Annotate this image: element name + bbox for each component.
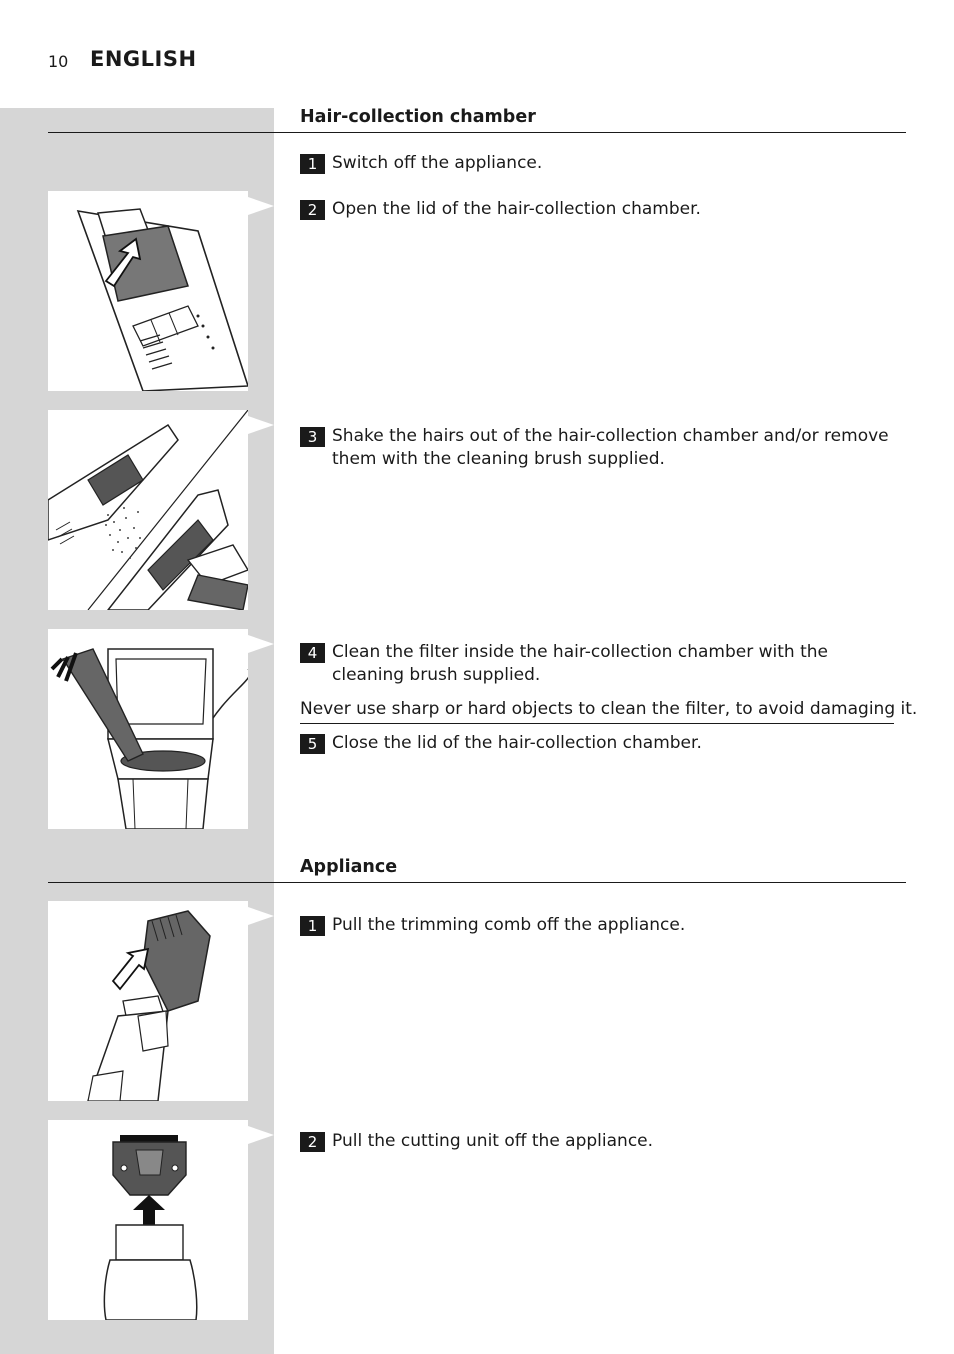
step-switch-off — [300, 152, 900, 175]
illustration-clean-filter — [48, 629, 248, 829]
callout-pointer — [248, 635, 274, 653]
illustration-pull-cutting-unit — [48, 1120, 248, 1320]
section-title-appliance: Appliance — [300, 857, 398, 877]
step-text: Pull the trimming comb off the appliance. — [332, 915, 686, 935]
trimmer-filter-drawing — [48, 629, 248, 829]
step-shake-hairs — [300, 425, 900, 471]
section-rule — [48, 132, 906, 133]
illustration-shake-hairs — [48, 410, 248, 610]
step-number: 1 — [300, 916, 325, 936]
step-pull-comb — [300, 914, 900, 937]
page-number: 10 — [48, 52, 69, 71]
language-heading: ENGLISH — [90, 47, 197, 71]
step-text: Pull the cutting unit off the appliance. — [332, 1131, 654, 1151]
callout-pointer — [248, 907, 274, 925]
step-number: 2 — [300, 200, 325, 220]
step-text: Close the lid of the hair-collection chamber. — [332, 733, 702, 753]
callout-pointer — [248, 1126, 274, 1144]
illustration-open-lid — [48, 191, 248, 391]
step-text: Shake the hairs out of the hair-collection chamber and/or remove them with the cleaning brush supplied. — [332, 426, 889, 469]
trimmer-shake-drawing — [48, 410, 248, 610]
step-pull-cutting-unit — [300, 1130, 900, 1153]
step-open-lid — [300, 198, 900, 221]
step-number: 4 — [300, 643, 325, 663]
illustration-pull-comb — [48, 901, 248, 1101]
trimmer-open-lid-drawing — [48, 191, 248, 391]
step-number: 2 — [300, 1132, 325, 1152]
section-title-hair-collection: Hair-collection chamber — [300, 107, 536, 127]
callout-pointer — [248, 197, 274, 215]
step-text: Clean the filter inside the hair-collection chamber with the cleaning brush supplied. — [332, 642, 828, 685]
caution-note: Never use sharp or hard objects to clean the filter, to avoid damaging it. — [300, 698, 894, 724]
section-rule — [48, 882, 906, 883]
step-clean-filter — [300, 641, 900, 687]
step-text: Switch off the appliance. — [332, 153, 543, 173]
trimmer-comb-drawing — [48, 901, 248, 1101]
step-number: 1 — [300, 154, 325, 174]
step-number: 3 — [300, 427, 325, 447]
callout-pointer — [248, 416, 274, 434]
trimmer-cutting-unit-drawing — [48, 1120, 248, 1320]
step-text: Open the lid of the hair-collection chamber. — [332, 199, 701, 219]
step-close-lid — [300, 732, 900, 755]
step-number: 5 — [300, 734, 325, 754]
